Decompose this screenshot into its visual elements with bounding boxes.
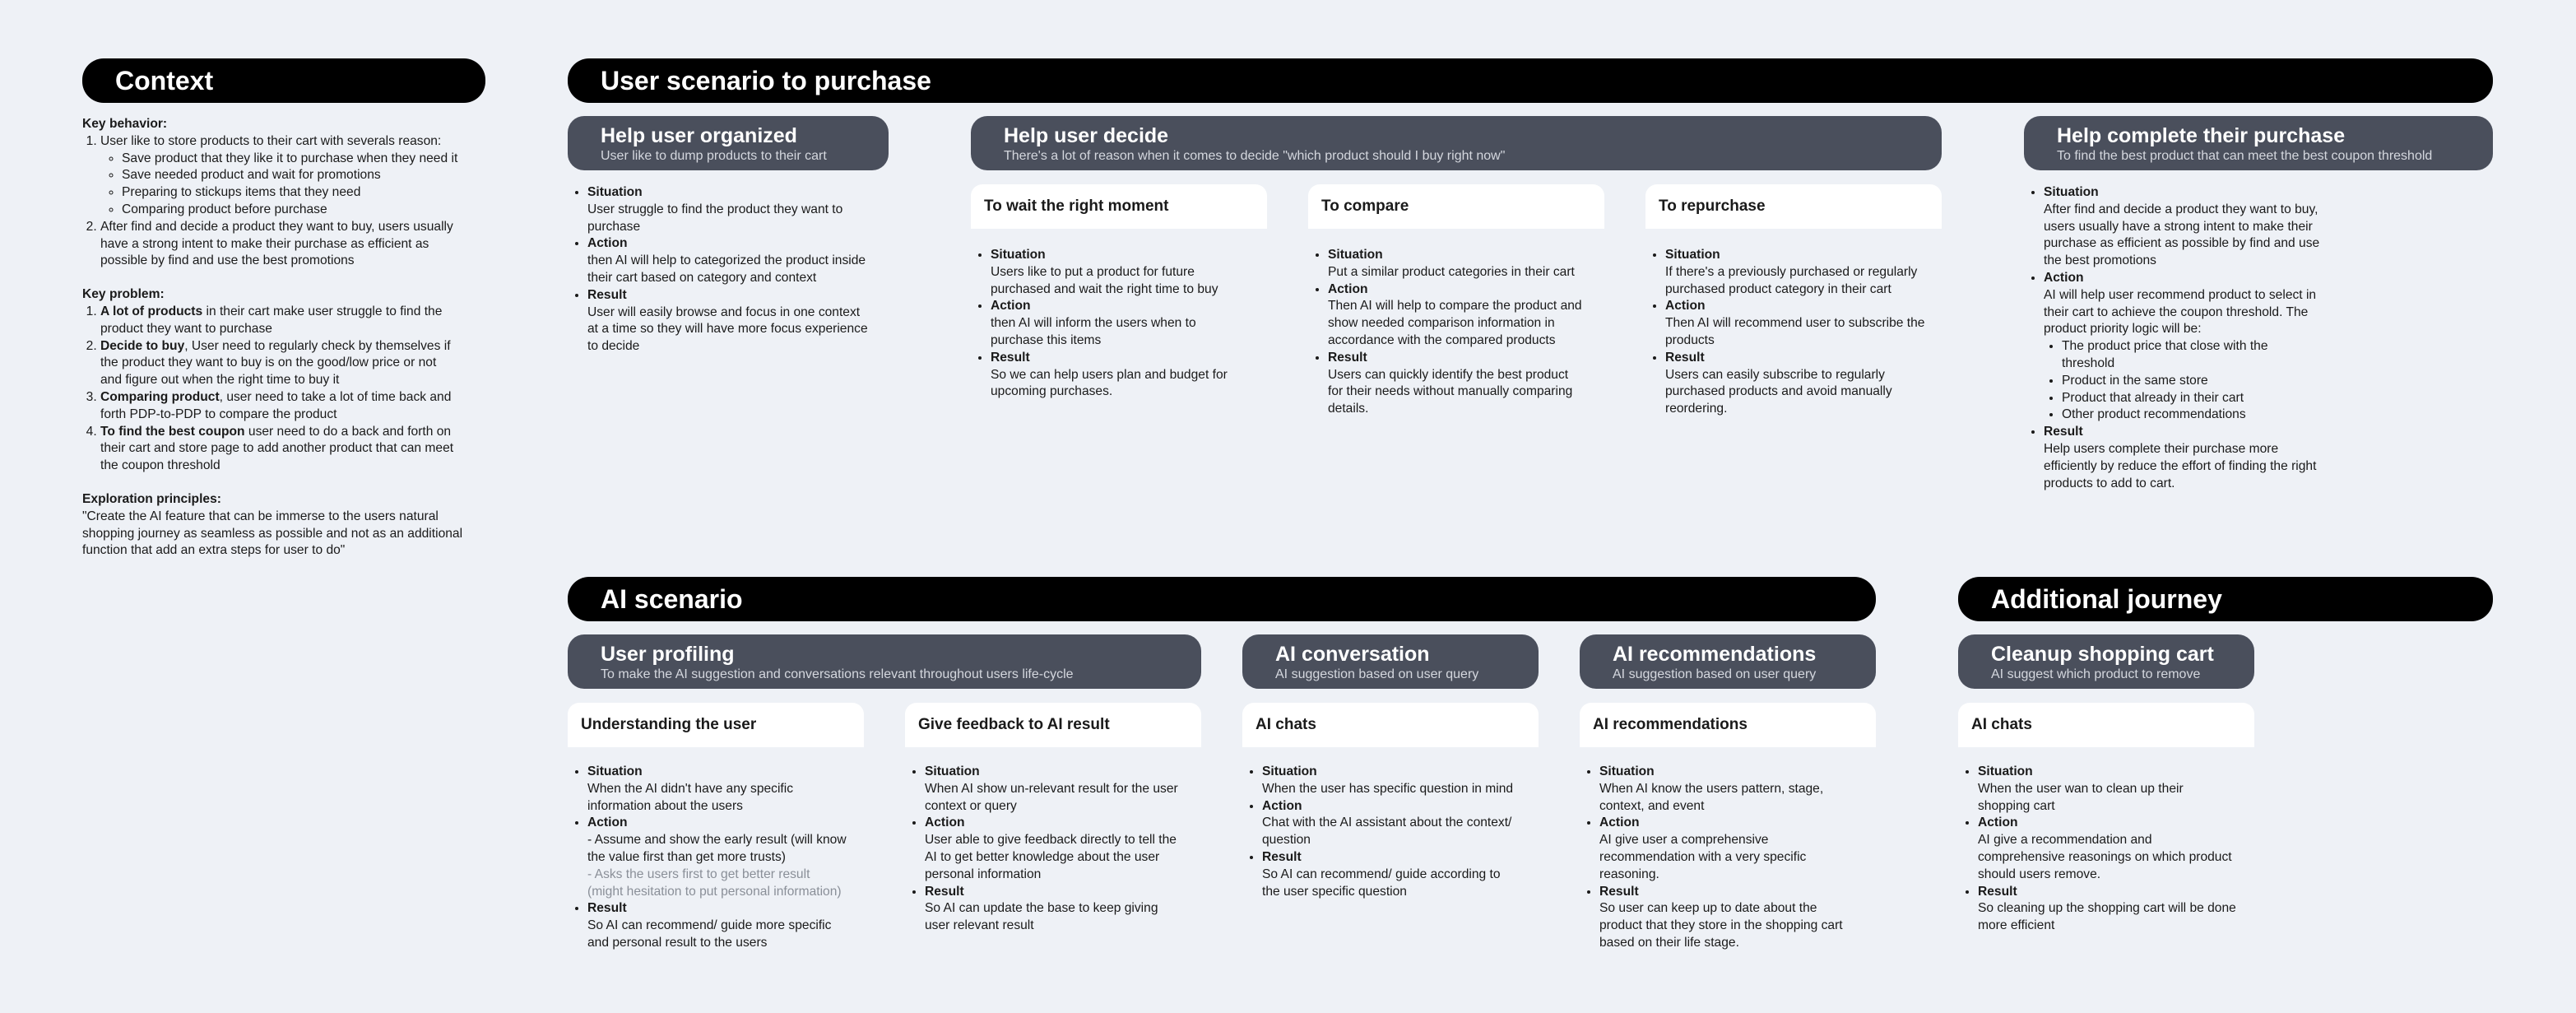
- action-item: • Action Then AI will recommend user to subscribe the products: [1665, 298, 1976, 349]
- action-item: • Action User able to give feedback directly to tell the AI to get better knowledge about the user personal information: [925, 815, 1228, 883]
- result-item: • Result Users can easily subscribe to regularly purchased products and avoid manually reordering.: [1665, 350, 1976, 418]
- action-item: • Action Then AI will help to compare the product and show needed comparison information in accordance with the compared products: [1328, 281, 1631, 350]
- action-item: • Action Chat with the AI assistant about the context/ question: [1262, 798, 1565, 849]
- result-item: • Result So cleaning up the shopping cart will be done more efficient: [1978, 884, 2289, 935]
- compare-card: To compare: [1308, 184, 1604, 229]
- action-item: • Action - Assume and show the early result (will know the value first than get more trusts) - Asks the users first to get better result (might hesitation to put personal information): [587, 815, 890, 900]
- cleanup-ai-chats-card: AI chats: [1958, 703, 2254, 747]
- compare-details: [1310, 247, 1631, 418]
- situation-item: • Situation If there's a previously purchased or regularly purchased product category in their cart: [1665, 247, 1976, 298]
- understanding-details: [569, 764, 890, 952]
- action-item: • Action then AI will help to categorized the product inside their cart based on category and context: [587, 235, 915, 286]
- situation-item: • Situation User struggle to find the product they want to purchase: [587, 184, 915, 235]
- list-item: 1. A lot of products in their cart make user struggle to find the product they want to purchase: [100, 304, 502, 338]
- situation-item: • Situation When the AI didn't have any specific information about the users: [587, 764, 890, 815]
- list-item: ◦ Save product that they like it to purchase when they need it: [122, 151, 502, 168]
- result-item: • Result Users can quickly identify the best product for their needs without manually comparing details.: [1328, 350, 1631, 418]
- situation-item: • Situation When AI know the users pattern, stage, context, and event: [1599, 764, 1910, 815]
- key-problem-heading: Key problem:: [82, 287, 165, 302]
- wait-card: To wait the right moment: [971, 184, 1267, 229]
- additional-header: [1958, 577, 2493, 621]
- list-item: 3. Comparing product, user need to take a lot of time back and forth PDP-to-PDP to compare the product: [100, 389, 502, 424]
- exploration-heading: Exploration principles:: [82, 491, 221, 506]
- context-body: Key behavior: 1. User like to store products to their cart with severals reason: ◦ Save product that they like it to purchase when they need it ◦ Save needed product and wait for promotions ◦ Preparing to stickups items that they need ◦ Comparing product before purchase 2. After find and decide a product they want to buy, users usually have a strong intent to make their purchase as efficient as possible by find and use the best promotions Key problem: 1. A lot of products in their cart make user struggle to find the product they want to purchase 2. Decide to buy, User need to regularly check by themselves if the product they want to buy is on the good/low price or not and figure out when the right time to buy it 3. Comparing product, user need to take a lot of time back and forth PDP-to-PDP to compare the product 4. To find the best coupon user need to do a back and forth on their cart and store page to add another product that can meet the coupon threshold Exploration principles: "Create the AI feature that can be immerse to the users natural shopping journey as seamless as possible and not as an additional function that add an extra steps for user to do": [82, 116, 502, 560]
- result-item: • Result So user can keep up to date about the product that they store in the shopping cart based on their life stage.: [1599, 884, 1910, 952]
- list-item: • Product that already in their cart: [2062, 390, 2371, 407]
- complete-subheader: Help complete their purchase To find the best product that can meet the best coupon threshold: [2024, 116, 2493, 170]
- organized-subheader: Help user organized User like to dump products to their cart: [568, 116, 889, 170]
- organized-details: [569, 184, 915, 355]
- result-item: • Result So AI can update the base to keep giving user relevant result: [925, 884, 1228, 935]
- list-item: • The product price that close with the threshold: [2062, 338, 2371, 373]
- situation-item: • Situation When AI show un-relevant result for the user context or query: [925, 764, 1228, 815]
- situation-item: • Situation After find and decide a product they want to buy, users usually have a strong intent to make their purchase as efficient as possible by find and use the best promotions: [2044, 184, 2371, 270]
- exploration-text: "Create the AI feature that can be immerse to the users natural: [82, 509, 439, 523]
- result-item: • Result So AI can recommend/ guide more specific and personal result to the users: [587, 900, 890, 951]
- wait-details: [972, 247, 1285, 401]
- ai-title: AI scenario: [601, 583, 743, 614]
- key-problem-list: [82, 304, 502, 475]
- key-behavior-heading: Key behavior:: [82, 117, 168, 131]
- key-behavior-list: [82, 133, 502, 270]
- context-header: [82, 58, 485, 103]
- ai-chats-card: AI chats: [1242, 703, 1539, 747]
- ai-header: [568, 577, 1876, 621]
- result-item: • Result User will easily browse and focus in one context at a time so they will have more focus experience to decide: [587, 287, 915, 355]
- list-item: ◦ Preparing to stickups items that they need: [122, 184, 502, 202]
- context-title: Context: [115, 65, 214, 95]
- complete-details: [2026, 184, 2371, 492]
- result-item: • Result So AI can recommend/ guide according to the user specific question: [1262, 849, 1565, 900]
- list-item: ◦ Comparing product before purchase: [122, 202, 502, 219]
- situation-item: • Situation When the user wan to clean up their shopping cart: [1978, 764, 2289, 815]
- decide-subheader: Help user decide There's a lot of reason when it comes to decide "which product should I buy right now": [971, 116, 1942, 170]
- action-item: • Action AI give user a comprehensive recommendation with a very specific reasoning.: [1599, 815, 1910, 883]
- situation-item: • Situation When the user has specific question in mind: [1262, 764, 1565, 798]
- action-item: • Action then AI will inform the users when to purchase this items: [991, 298, 1285, 349]
- understanding-card: Understanding the user: [568, 703, 864, 747]
- cleanup-subheader: Cleanup shopping cart AI suggest which product to remove: [1958, 634, 2254, 689]
- result-item: • Result So we can help users plan and budget for upcoming purchases.: [991, 350, 1285, 401]
- list-item: 2. After find and decide a product they want to buy, users usually have a strong intent to make their purchase as efficient as possible by find and use the best promotions: [100, 219, 502, 270]
- list-item: 4. To find the best coupon user need to do a back and forth on their cart and store page to add another product that can meet the coupon threshold: [100, 424, 502, 475]
- kb1-subs: [100, 151, 502, 219]
- feedback-details: [907, 764, 1228, 935]
- recommendations-subheader: AI recommendations AI suggestion based on user query: [1580, 634, 1876, 689]
- list-item: ◦ Save needed product and wait for promotions: [122, 167, 502, 184]
- purchase-header: [568, 58, 2493, 103]
- repurchase-details: [1647, 247, 1976, 418]
- action-item: • Action AI will help user recommend product to select in their cart to achieve the coupon threshold. The product priority logic will be: • The product price that close with the threshold • Product in the same store • Product that already in their cart • Other product recommendations: [2044, 270, 2371, 424]
- conversation-subheader: AI conversation AI suggestion based on user query: [1242, 634, 1539, 689]
- result-item: • Result Help users complete their purchase more efficiently by reduce the effort of finding the right products to add to cart.: [2044, 424, 2371, 492]
- recommendations-details: [1581, 764, 1910, 952]
- list-item: • Product in the same store: [2062, 373, 2371, 390]
- feedback-card: Give feedback to AI result: [905, 703, 1201, 747]
- ai-recommendations-card: AI recommendations: [1580, 703, 1876, 747]
- profiling-subheader: User profiling To make the AI suggestion and conversations relevant throughout users life-cycle: [568, 634, 1201, 689]
- action-item: • Action AI give a recommendation and comprehensive reasonings on which product should users remove.: [1978, 815, 2289, 883]
- list-item: 2. Decide to buy, User need to regularly check by themselves if the product they want to buy is on the good/low price or not and figure out when the right time to buy it: [100, 338, 502, 389]
- list-item: • Other product recommendations: [2062, 407, 2371, 424]
- conversation-details: [1244, 764, 1565, 900]
- situation-item: • Situation Users like to put a product for future purchased and wait the right time to buy: [991, 247, 1285, 298]
- purchase-title: User scenario to purchase: [601, 65, 931, 95]
- repurchase-card: To repurchase: [1645, 184, 1942, 229]
- list-item: 1. User like to store products to their cart with severals reason: ◦ Save product that they like it to purchase when they need it ◦ Save needed product and wait for promotions ◦ Preparing to stickups items that they need ◦ Comparing product before purchase: [100, 133, 502, 219]
- additional-title: Additional journey: [1991, 583, 2222, 614]
- cleanup-details: [1960, 764, 2289, 935]
- situation-item: • Situation Put a similar product categories in their cart: [1328, 247, 1631, 281]
